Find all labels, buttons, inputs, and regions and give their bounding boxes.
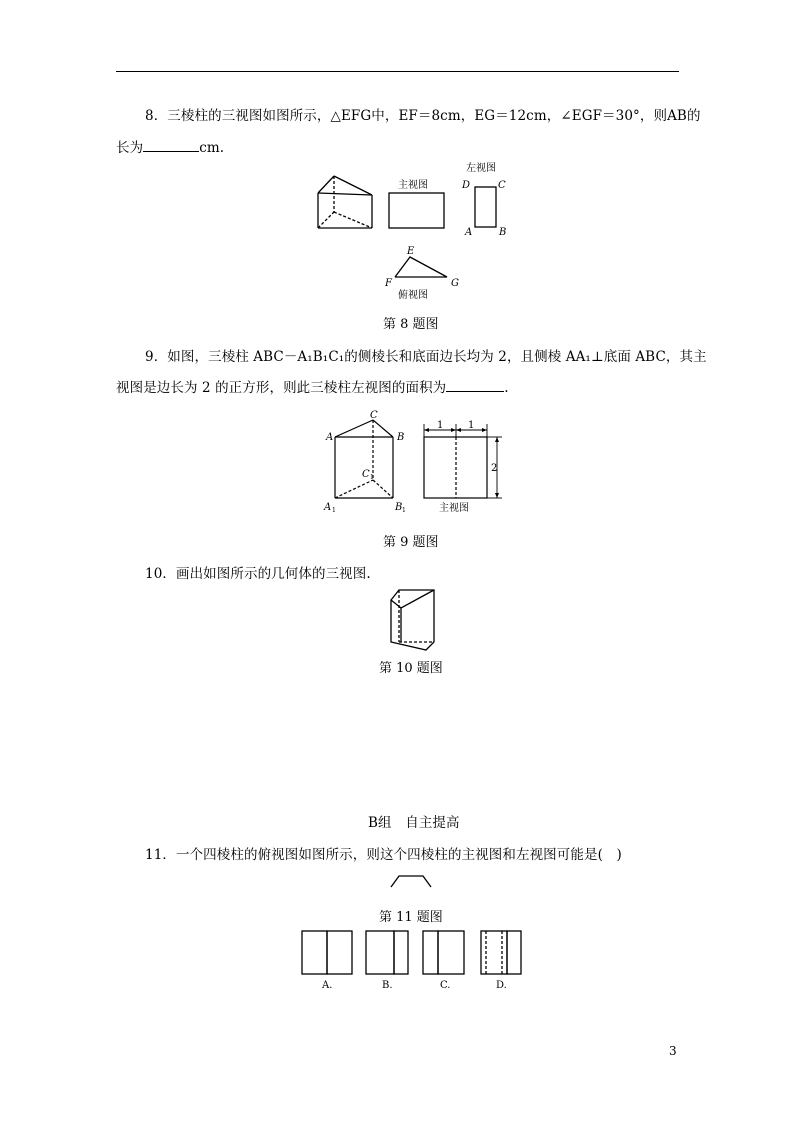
q9-point-C1: C [362, 469, 370, 480]
q8-text-line1: 8．三棱柱的三视图如图所示，△EFG中，EF＝8cm，EG＝12cm，∠EGF＝30°，则AB的 [145, 108, 701, 124]
q8-point-F: F [385, 278, 392, 289]
q9-sub-B1: 1 [402, 507, 406, 514]
q9-dim-1a: 1 [437, 420, 444, 431]
q11-option-B-drawing [366, 931, 408, 974]
q9-point-A: A [326, 432, 334, 443]
q11-option-B: B. [382, 980, 393, 991]
q10-caption: 第 10 题图 [379, 661, 443, 676]
q11-option-A-drawing [302, 931, 352, 974]
q8-front-label: 主视图 [398, 180, 428, 191]
q8-top-label: 俯视图 [398, 290, 428, 301]
q11-option-C-drawing [423, 931, 464, 974]
q9-text-post: . [504, 380, 509, 396]
q8-left-label: 左视图 [466, 163, 496, 174]
q11-top-view [391, 876, 431, 887]
q11-option-D: D. [496, 980, 507, 991]
q8-point-B: B [499, 227, 507, 238]
q11-text-line1: 11．一个四棱柱的俯视图如图所示，则这个四棱柱的主视图和左视图可能是( ) [145, 847, 622, 863]
q9-point-B: B [397, 432, 405, 443]
q8-point-G: G [451, 278, 459, 289]
q9-dim-1b: 1 [468, 420, 475, 431]
q9-text-line1: 9．如图，三棱柱 ABC－A₁B₁C₁的侧棱长和底面边长均为 2，且侧棱 AA₁⊥底面 ABC，其主 [145, 349, 707, 365]
q8-point-A: A [465, 227, 473, 238]
q9-sub-C1: 1 [370, 474, 374, 481]
q9-text-pre: 视图是边长为 2 的正方形，则此三棱柱左视图的面积为 [116, 380, 447, 396]
q10-text-line1: 10．画出如图所示的几何体的三视图. [145, 566, 371, 582]
q8-point-C: C [498, 180, 506, 191]
q9-sub-A1: 1 [332, 507, 336, 514]
q8-caption: 第 8 题图 [383, 317, 439, 332]
q9-point-B1: B [395, 502, 403, 513]
q11-option-C: C. [440, 980, 451, 991]
q8-text-pre: 长为 [116, 140, 144, 156]
q8-point-E: E [407, 246, 415, 257]
q8-text-post: cm. [199, 140, 225, 156]
page-number: 3 [669, 1044, 677, 1058]
q11-caption: 第 11 题图 [379, 910, 443, 925]
q11-option-D-drawing [481, 931, 521, 974]
q9-caption: 第 9 题图 [383, 535, 439, 550]
group-b-title: B组 自主提高 [368, 815, 460, 831]
q9-point-C: C [370, 410, 378, 421]
q9-point-A1: A [324, 502, 332, 513]
q11-option-A: A. [322, 980, 333, 991]
q9-dim-2: 2 [491, 463, 498, 474]
q8-point-D: D [462, 180, 471, 191]
q9-front-label: 主视图 [439, 503, 469, 514]
